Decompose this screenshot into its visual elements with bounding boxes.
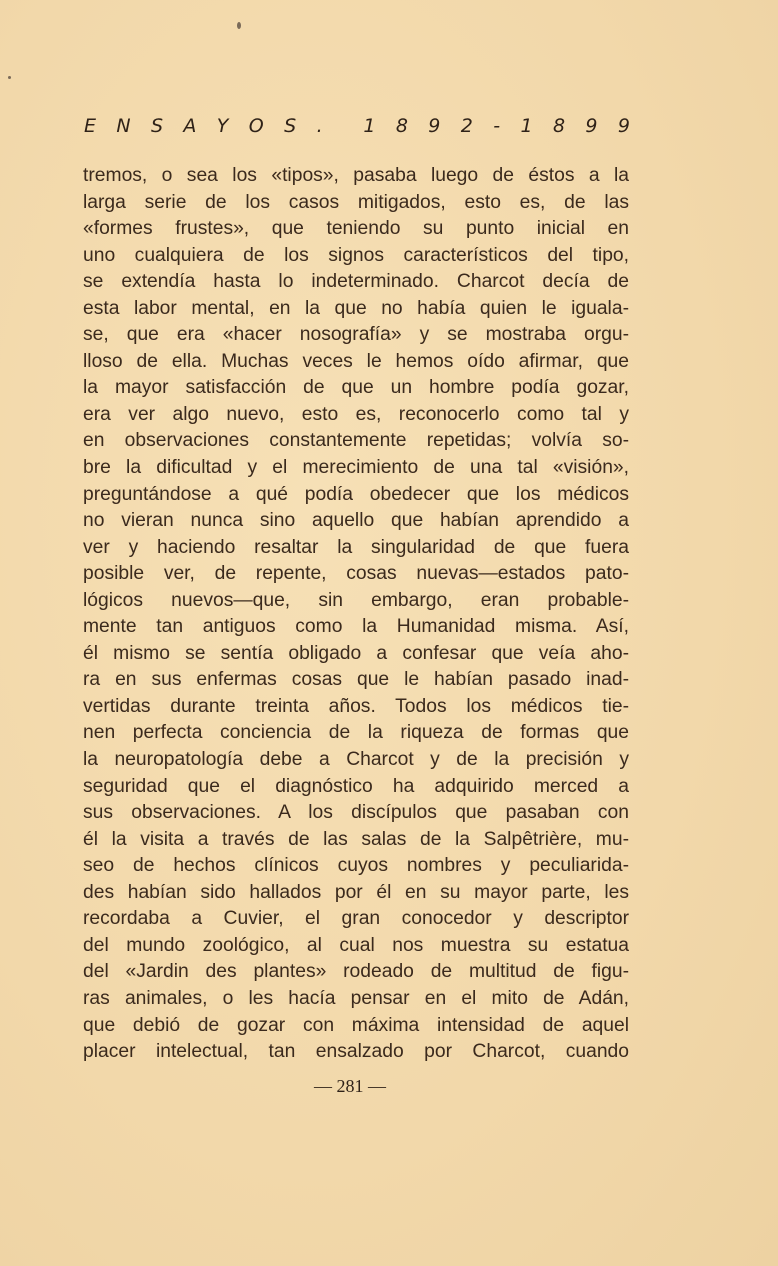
text-line: mente tan antiguos como la Humanidad misma. Así,	[83, 616, 629, 638]
text-line: la neuropatología debe a Charcot y de la precisión y	[83, 749, 629, 771]
text-line: se, que era «hacer nosografía» y se mostraba orgu-	[83, 324, 629, 346]
text-line: uno cualquiera de los signos característicos del tipo,	[83, 244, 629, 266]
text-line: nen perfecta conciencia de la riqueza de formas que	[83, 722, 629, 744]
page-body-text	[83, 163, 629, 1066]
text-line: ver y haciendo resaltar la singularidad de que fuera	[83, 536, 629, 558]
text-line: des habían sido hallados por él en su mayor parte, les	[83, 881, 629, 903]
text-line: ra en sus enfermas cosas que le habían pasado inad-	[83, 669, 629, 691]
text-line: la mayor satisfacción de que un hombre podía gozar,	[83, 377, 629, 399]
text-line: larga serie de los casos mitigados, esto es, de las	[83, 191, 629, 213]
ink-speck	[8, 76, 11, 79]
text-line: era ver algo nuevo, esto es, reconocerlo como tal y	[83, 403, 629, 425]
ink-speck	[237, 22, 241, 29]
text-line: seguridad que el diagnóstico ha adquirido merced a	[83, 775, 629, 797]
text-line: se extendía hasta lo indeterminado. Charcot decía de	[83, 271, 629, 293]
text-line: en observaciones constantemente repetidas; volvía so-	[83, 430, 629, 452]
text-line: bre la dificultad y el merecimiento de una tal «visión»,	[83, 457, 629, 479]
text-line: tremos, o sea los «tipos», pasaba luego de éstos a la	[83, 165, 629, 186]
text-line: lloso de ella. Muchas veces le hemos oído afirmar, que	[83, 350, 629, 372]
page-number: — 281 —	[314, 1076, 386, 1096]
text-line: ras animales, o les hacía pensar en el mito de Adán,	[83, 987, 629, 1009]
text-line: seo de hechos clínicos cuyos nombres y peculiarida-	[83, 855, 629, 877]
text-line: que debió de gozar con máxima intensidad de aquel	[83, 1014, 629, 1036]
text-line: esta labor mental, en la que no había quien le iguala-	[83, 297, 629, 319]
text-line: recordaba a Cuvier, el gran conocedor y descriptor	[83, 908, 629, 930]
text-line: posible ver, de repente, cosas nuevas—estados pato-	[83, 563, 629, 585]
text-line: sus observaciones. A los discípulos que pasaban con	[83, 802, 629, 824]
text-line: placer intelectual, tan ensalzado por Charcot, cuando	[83, 1041, 629, 1063]
text-line: vertidas durante treinta años. Todos los médicos tie-	[83, 695, 629, 717]
text-line: no vieran nunca sino aquello que habían aprendido a	[83, 510, 629, 532]
text-line: «formes frustes», que teniendo su punto inicial en	[83, 218, 629, 240]
text-line: del mundo zoológico, al cual nos muestra su estatua	[83, 934, 629, 956]
running-header: E N S A Y O S . 1 8 9 2 - 1 8 9 9	[84, 115, 630, 137]
text-line: preguntándose a qué podía obedecer que los médicos	[83, 483, 629, 505]
text-line: él mismo se sentía obligado a confesar que veía aho-	[83, 642, 629, 664]
text-line: él la visita a través de las salas de la Salpêtrière, mu-	[83, 828, 629, 850]
text-line: lógicos nuevos—que, sin embargo, eran probable-	[83, 589, 629, 611]
text-line: del «Jardin des plantes» rodeado de multitud de figu-	[83, 961, 629, 983]
